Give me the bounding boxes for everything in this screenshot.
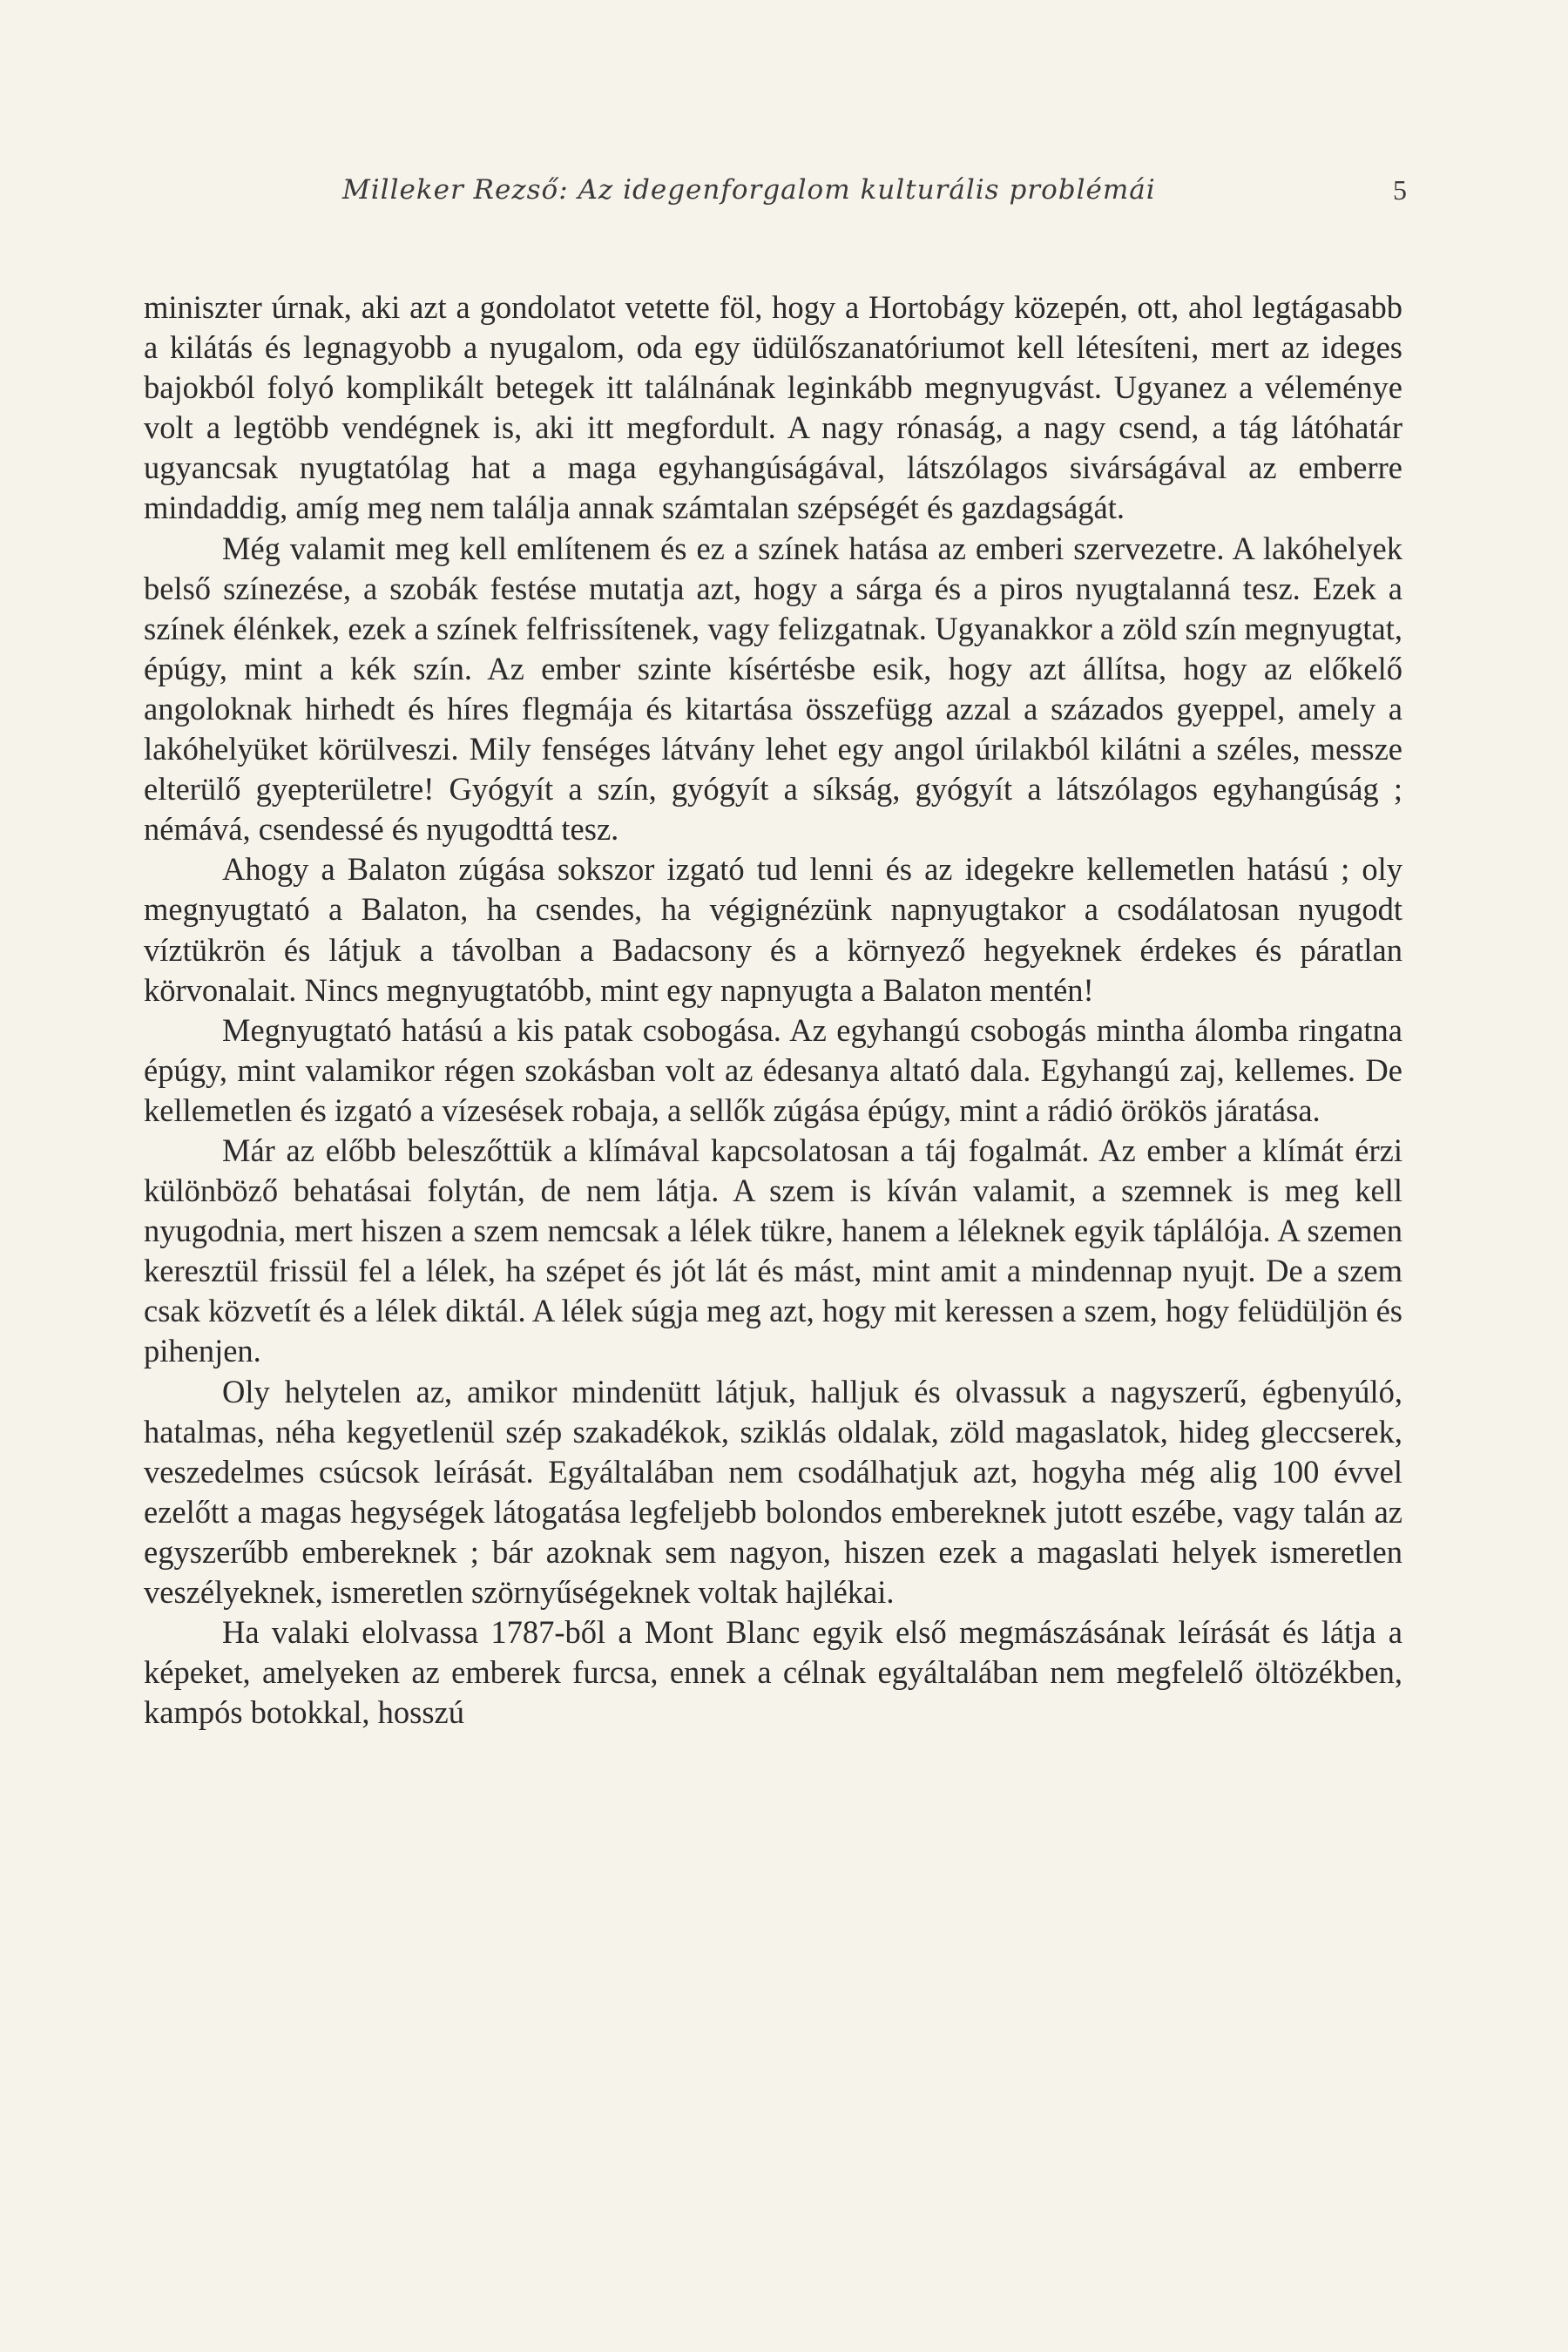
paragraph-4: Megnyugtató hatású a kis patak csobogása. Az egyhangú csobogás mintha álomba ringatna épúgy, mint valamikor régen szokásban volt az édesanya altató dala. Egyhangú zaj, kellemes. De kellemetlen és izgató a vízesések robaja, a sellők zúgása épúgy, mint a rádió örökös járatása. <box>144 1011 1402 1128</box>
paragraph-7: Ha valaki elolvassa 1787-ből a Mont Blanc egyik első megmászásának leírását és látja a képeket, amelyeken az emberek furcsa, ennek a célnak egyáltalában nem megfelelő öltözékben, kampós botokkal, hosszú <box>144 1614 1402 1731</box>
paragraph-1: miniszter úrnak, aki azt a gondolatot vetette föl, hogy a Hortobágy közepén, ott, ahol legtágasabb a kilátás és legnagyobb a nyugalom, oda egy üdülőszanatóriumot kell létesíteni, mert az ideges bajokból folyó komplikált betegek itt találnának leginkább megnyugvást. Ugyanez a véleménye volt a legtöbb vendégnek is, aki itt megfordult. A nagy rónaság, a nagy csend, a tág látóhatár ugyancsak nyugtatólag hat a maga egyhangúságával, látszólagos sivárságával az emberre mindaddig, amíg meg nem találja annak számtalan szépségét és gazdagságát. <box>144 289 1402 526</box>
paragraph-5: Már az előbb beleszőttük a klímával kapcsolatosan a táj fogalmát. Az ember a klímát érzi különböző behatásai folytán, de nem látja. A szem is kíván valamit, a szemnek is meg kell nyugodnia, mert hiszen a szem nemcsak a lélek tükre, hanem a léleknek egyik táplálója. A szemen keresztül frissül fel a lélek, ha szépet és jót lát és mást, mint amit a mindennap nyujt. De a szem csak közvetít és a lélek diktál. A lélek súgja meg azt, hogy mit keressen a szem, hogy felüdüljön és pihenjen. <box>144 1132 1402 1369</box>
paragraph-2: Még valamit meg kell említenem és ez a színek hatása az emberi szervezetre. A lakóhelyek belső színezése, a szobák festése mutatja azt, hogy a sárga és a piros nyugtalanná tesz. Ezek a színek élénkek, ezek a színek felfrissítenek, vagy felizgatnak. Ugyanakkor a zöld szín megnyugtat, épúgy, mint a kék szín. Az ember szinte kísértésbe esik, hogy azt állítsa, hogy az előkelő angoloknak hirhedt és híres flegmája és kitartása összefügg azzal a százados gyeppel, amely a lakóhelyüket körülveszi. Mily fenséges látvány lehet egy angol úrilakból kilátni a széles, messze elterülő gyepterületre! Gyógyít a szín, gyógyít a síkság, gyógyít a látszólagos egyhangúság ; némává, csendessé és nyugodttá tesz. <box>144 530 1402 848</box>
paragraph-3: Ahogy a Balaton zúgása sokszor izgató tud lenni és az idegekre kellemetlen hatású ; oly megnyugtató a Balaton, ha csendes, ha végignézünk napnyugtakor a csodálatosan nyugodt víztükrön és látjuk a távolban a Badacsony és a környező hegyeknek érdekes és páratlan körvonalait. Nincs megnyugtatóbb, mint egy napnyugta a Balaton mentén! <box>144 851 1402 1008</box>
running-title: Milleker Rezső: Az idegenforgalom kulturális problémái <box>342 174 1156 206</box>
page-number: 5 <box>1393 174 1407 206</box>
paragraph-6: Oly helytelen az, amikor mindenütt látjuk, halljuk és olvassuk a nagyszerű, égbenyúló, hatalmas, néha kegyetlenül szép szakadékok, sziklás oldalak, zöld magaslatok, hideg gleccserek, veszedelmes csúcsok leírását. Egyáltalában nem csodálhatjuk azt, hogyha még alig 100 évvel ezelőtt a magas hegységek látogatása legfeljebb bolondos embereknek jutott eszébe, vagy talán az egyszerűbb embereknek ; bár azoknak sem nagyon, hiszen ezek a magaslati helyek ismeretlen veszélyeknek, ismeretlen szörnyűségeknek voltak hajlékai. <box>144 1373 1402 1610</box>
running-header <box>144 174 1407 218</box>
body-text <box>144 287 1402 1733</box>
